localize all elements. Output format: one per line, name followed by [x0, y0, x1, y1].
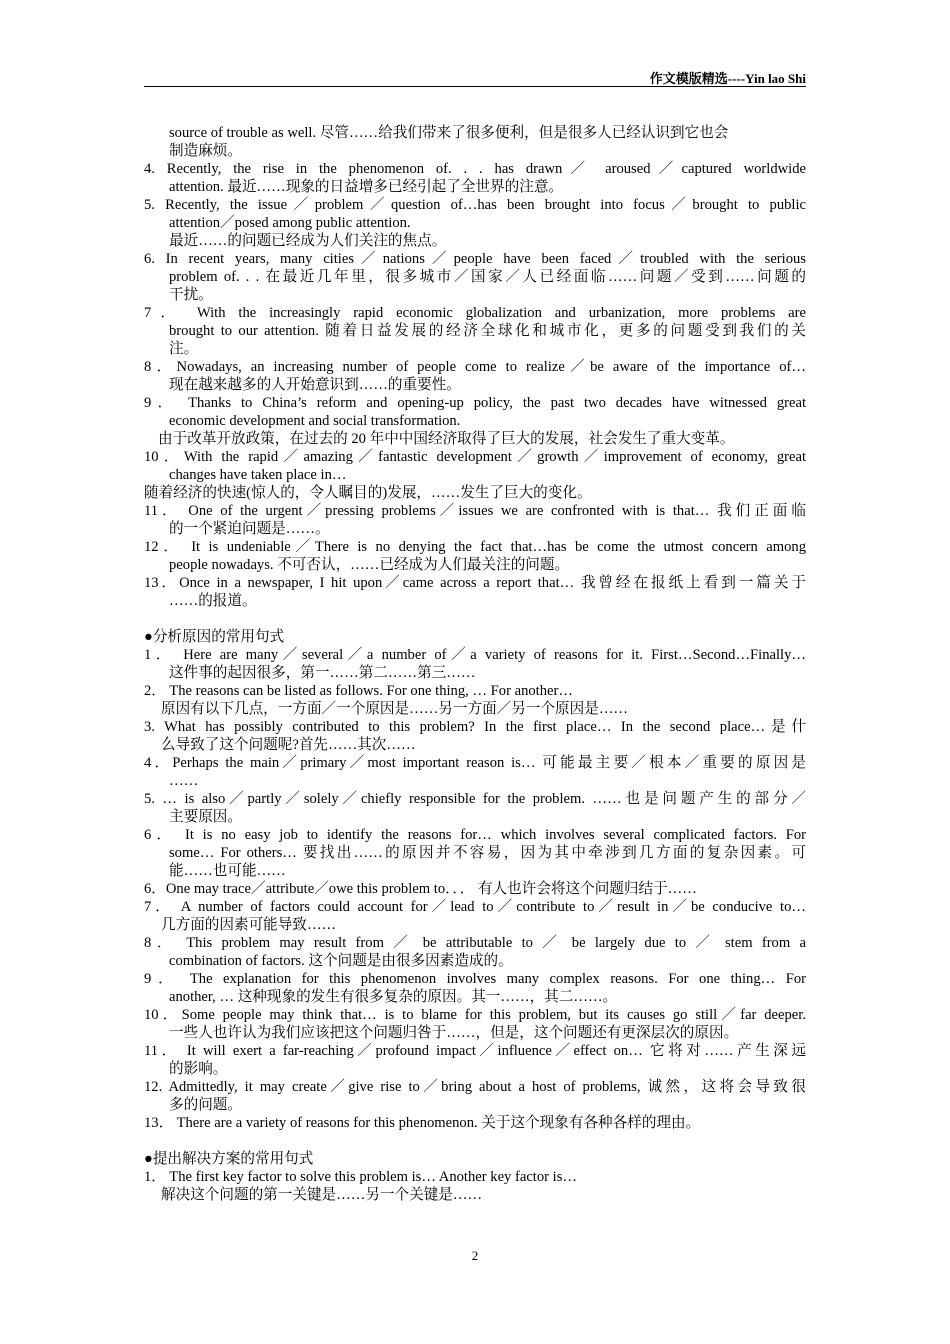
blank-line: [144, 610, 806, 628]
text-line: 5. … is also／partly／solely／chiefly responsible for the problem. ……也是问题产生的部分／: [144, 791, 806, 807]
text-line: 11． One of the urgent／pressing problems／issues we are confronted with is that… 我们正面临: [144, 503, 806, 519]
text-line: 5. Recently, the issue／problem／question of…has been brought into focus／brought to public: [144, 197, 806, 213]
text-line: 8． This problem may result from ／ be attributable to ／ be largely due to ／ stem from a: [144, 935, 806, 951]
text-line: 随着经济的快速(惊人的，令人瞩目的)发展，……发生了巨大的变化。: [144, 485, 592, 501]
text-line: 13． There are a variety of reasons for this phenomenon. 关于这个现象有各种各样的理由。: [144, 1115, 701, 1131]
text-line: 9． Thanks to China’s reform and opening-up policy, the past two decades have witnessed great: [144, 395, 806, 411]
text-line: 6．One may trace／attribute／owe this problem to．．． 有人也许会将这个问题归结于……: [144, 881, 697, 897]
text-line: 12. Admittedly, it may create／give rise to／bring about a host of problems, 诚然，这将会导致很: [144, 1079, 806, 1095]
text-line: changes have taken place in…: [169, 467, 347, 483]
text-line: 7． A number of factors could account for／lead to／contribute to／result in／be conducive to…: [144, 899, 806, 915]
text-line: ……的报道。: [169, 593, 257, 609]
text-line: 多的问题。: [169, 1097, 242, 1113]
text-line: 3. What has possibly contributed to this problem? In the first place… In the second place…是什: [144, 719, 806, 735]
text-line: 的一个紧迫问题是……。: [169, 521, 330, 537]
page-number: 2: [471, 1248, 479, 1263]
text-line: 由于改革开放政策，在过去的 20 年中中国经济取得了巨大的发展，社会发生了重大变革。: [158, 431, 735, 447]
text-line: 1． Here are many／several／a number of／a variety of reasons for it. First…Second…Finally…: [144, 647, 806, 663]
text-line: attention. 最近……现象的日益增多已经引起了全世界的注意。: [169, 179, 564, 195]
page-header-title: 作文模版精选----Yin lao Shi: [649, 71, 806, 86]
text-line: 9． The explanation for this phenomenon involves many complex reasons. For one thing… For: [144, 971, 806, 987]
text-line: 制造麻烦。: [169, 143, 242, 159]
text-line: combination of factors. 这个问题是由很多因素造成的。: [169, 953, 513, 969]
text-line: 最近……的问题已经成为人们关注的焦点。: [169, 233, 447, 249]
section-heading-causes: ●分析原因的常用句式: [144, 629, 285, 645]
section-heading-solutions: ●提出解决方案的常用句式: [144, 1151, 314, 1167]
text-line: 能……也可能……: [169, 863, 286, 879]
text-line: 几方面的因素可能导致……: [161, 917, 337, 933]
text-line: 么导致了这个问题呢?首先……其次……: [161, 737, 416, 753]
text-line: 原因有以下几点，一方面／一个原因是……另一方面／另一个原因是……: [161, 701, 629, 717]
text-line: 13．Once in a newspaper, I hit upon／came across a report that… 我曾经在报纸上看到一篇关于: [144, 575, 806, 591]
text-line: 这件事的起因很多，第一……第二……第三……: [169, 665, 476, 681]
text-line: people nowadays. 不可否认，……已经成为人们最关注的问题。: [169, 557, 570, 573]
text-line: 7． With the increasingly rapid economic globalization and urbanization, more problems are: [144, 305, 806, 321]
text-line: 1． The first key factor to solve this problem is… Another key factor is…: [144, 1169, 577, 1185]
text-line: 12． It is undeniable／There is no denying the fact that…has be come the utmost concern among: [144, 539, 806, 555]
text-line: 4. Recently, the rise in the phenomenon of. . . has drawn／ aroused／captured worldwide: [144, 161, 806, 177]
text-line: 主要原因。: [169, 809, 242, 825]
text-line: ……: [169, 773, 199, 789]
text-line: another, … 这种现象的发生有很多复杂的原因。其一……，其二……。: [169, 989, 618, 1005]
text-line: economic development and social transformation.: [169, 413, 461, 429]
text-line: 2． The reasons can be listed as follows. For one thing, … For another…: [144, 683, 573, 699]
text-line: some… For others… 要找出……的原因并不容易，因为其中牵涉到几方面的复杂因素。可: [169, 845, 806, 861]
text-line: problem of. . . 在最近几年里，很多城市／国家／人已经面临……问题／受到……问题的: [169, 269, 806, 285]
text-line: source of trouble as well. 尽管……给我们带来了很多便利，但是很多人已经认识到它也会: [169, 125, 729, 141]
text-line: 6. In recent years, many cities／nations／people have been faced／troubled with the serious: [144, 251, 806, 267]
text-line: 11． It will exert a far-reaching／profound impact／influence／effect on… 它将对……产生深远: [144, 1043, 806, 1059]
text-line: 4．Perhaps the main／primary／most important reason is… 可能最主要／根本／重要的原因是: [144, 755, 806, 771]
text-line: 10．With the rapid／amazing／fantastic development／growth／improvement of economy, great: [144, 449, 806, 465]
document-body: [144, 124, 806, 1204]
text-line: 8．Nowadays, an increasing number of people come to realize／be aware of the importance of…: [144, 359, 806, 375]
text-line: 10．Some people may think that… is to blame for this problem, but its causes go still／far deeper.: [144, 1007, 806, 1023]
text-line: 干扰。: [169, 287, 213, 303]
text-line: 一些人也许认为我们应该把这个问题归咎于……，但是，这个问题还有更深层次的原因。: [169, 1025, 739, 1041]
text-line: 6． It is no easy job to identify the reasons for… which involves several complicated factors. For: [144, 827, 806, 843]
header-rule: [144, 86, 806, 87]
blank-line: [144, 1132, 806, 1150]
text-line: 解决这个问题的第一关键是……另一个关键是……: [161, 1187, 483, 1203]
text-line: attention／posed among public attention.: [169, 215, 411, 231]
text-line: 注。: [169, 341, 199, 357]
text-line: 的影响。: [169, 1061, 228, 1077]
text-line: brought to our attention. 随着日益发展的经济全球化和城市化，更多的问题受到我们的关: [169, 323, 806, 339]
text-line: 现在越来越多的人开始意识到……的重要性。: [169, 377, 461, 393]
